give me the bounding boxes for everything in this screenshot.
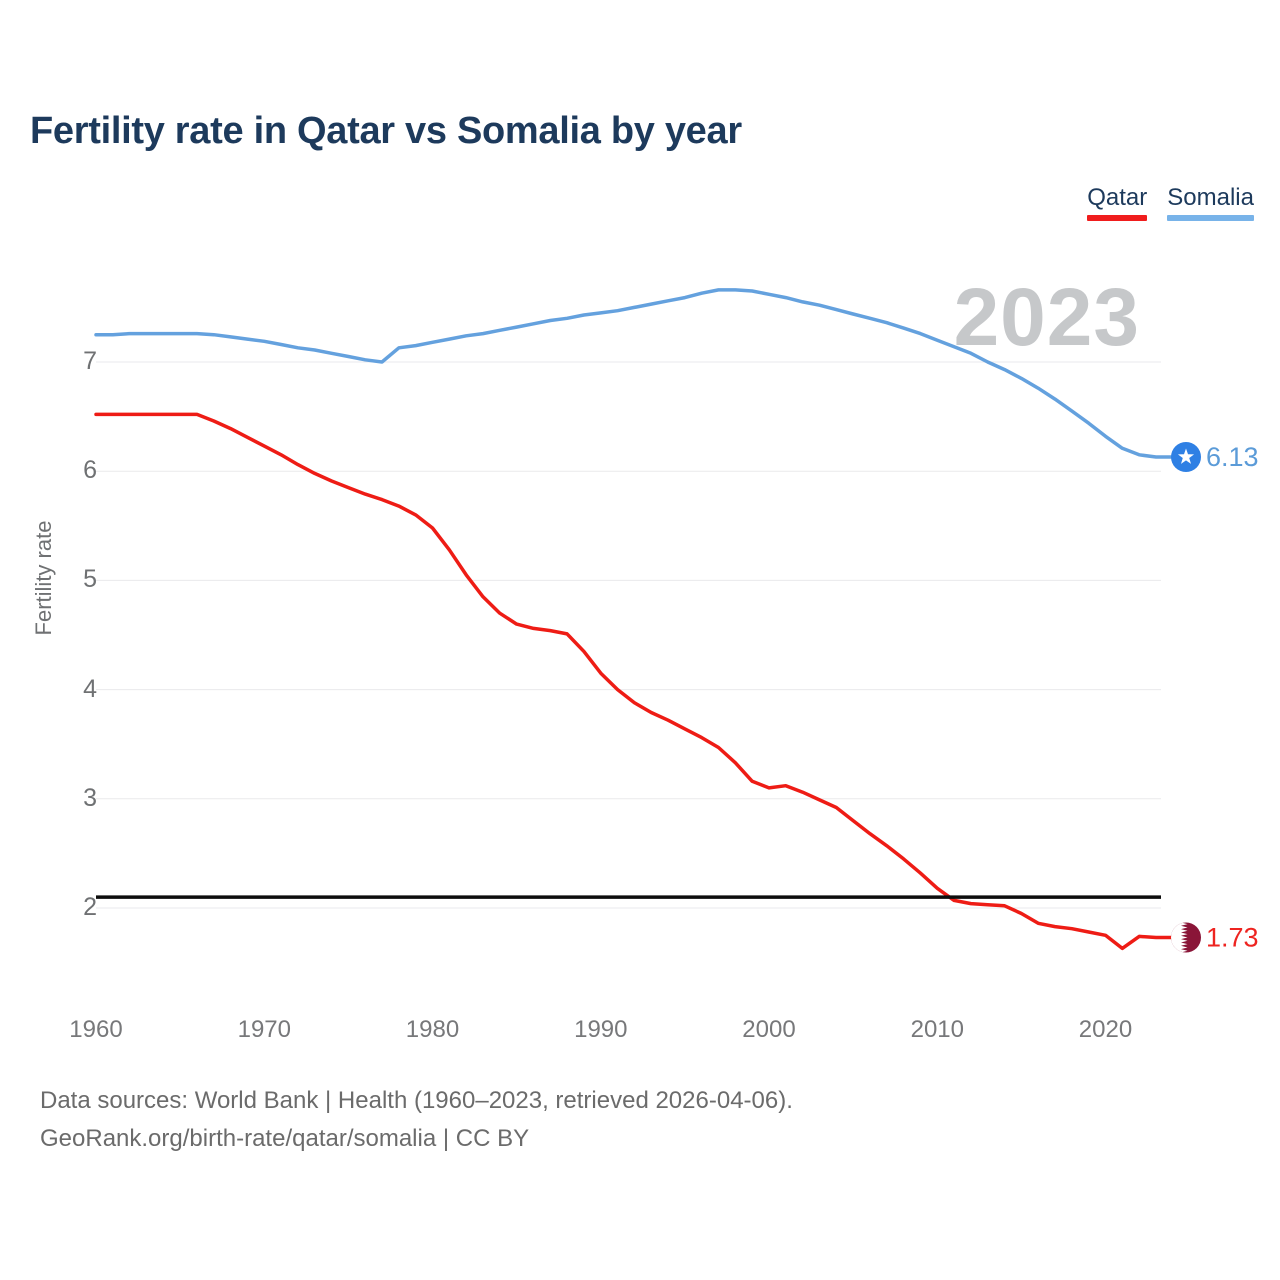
qatar-flag-marker[interactable] bbox=[1171, 922, 1201, 952]
source-footer bbox=[40, 1082, 793, 1158]
y-tick-label: 7 bbox=[83, 347, 97, 375]
y-tick-label: 4 bbox=[83, 674, 97, 703]
x-tick-label: 1970 bbox=[237, 1016, 291, 1043]
x-tick-label: 2010 bbox=[910, 1016, 964, 1043]
somalia-end-value: 6.13 bbox=[1206, 442, 1259, 473]
qatar-flag-serration-icon bbox=[1171, 922, 1188, 952]
footer-line-2: GeoRank.org/birth-rate/qatar/somalia | CC BY bbox=[40, 1125, 530, 1152]
qatar-end-value: 1.73 bbox=[1206, 922, 1259, 953]
y-tick-label: 2 bbox=[83, 893, 97, 921]
y-tick-label: 6 bbox=[83, 456, 97, 485]
somalia-flag-marker[interactable] bbox=[1171, 442, 1201, 472]
x-tick-label: 2020 bbox=[1078, 1016, 1133, 1043]
legend-label-qatar: Qatar bbox=[1087, 184, 1148, 211]
y-axis-title: Fertility rate bbox=[31, 520, 56, 636]
y-tick-label: 3 bbox=[83, 783, 97, 812]
legend-label-somalia: Somalia bbox=[1167, 184, 1254, 211]
x-tick-label: 1980 bbox=[405, 1016, 460, 1043]
y-tick-label: 5 bbox=[83, 565, 97, 594]
gridlines bbox=[96, 362, 1161, 908]
footer-line-1: Data sources: World Bank | Health (1960–2023, retrieved 2026-04-06). bbox=[40, 1087, 793, 1114]
page-title: Fertility rate in Qatar vs Somalia by year bbox=[30, 110, 742, 152]
x-tick-label: 2000 bbox=[742, 1016, 796, 1043]
x-tick-label: 1960 bbox=[69, 1016, 123, 1043]
qatar-series-line[interactable] bbox=[96, 414, 1186, 948]
x-tick-label: 1990 bbox=[574, 1016, 628, 1043]
year-watermark: 2023 bbox=[953, 272, 1140, 363]
